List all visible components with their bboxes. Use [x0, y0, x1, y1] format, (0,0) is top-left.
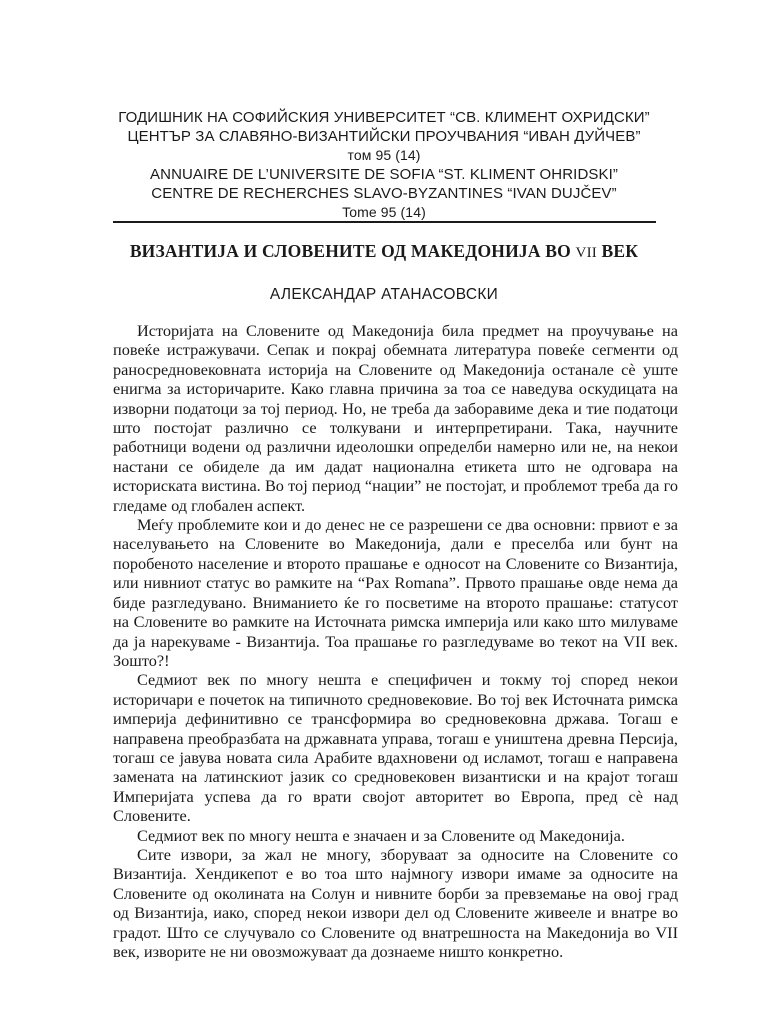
- journal-header: [0, 108, 768, 222]
- article-title: [0, 241, 768, 262]
- header-line-2: ЦЕНТЪР ЗА СЛАВЯНО-ВИЗАНТИЙСКИ ПРОУЧВАНИЯ “ИВАН ДУЙЧЕВ”: [127, 128, 641, 145]
- title-century: VII: [575, 245, 597, 261]
- header-divider: [113, 221, 656, 223]
- paragraph: Сите извори, за жал не многу, зборуваат за односите на Словените со Византија. Хендикепот е во тоа што најмногу извори имаме за односите на Словените од околината на Солун и нивните борби за превземање на овој град од Византија, иако, според некои извори дел од Словените живееле и внатре во градот. Што се случувало со Словените од внатрешноста на Македонија во VII век, изворите не ни овозможуваат да дознаеме ништо конкретно.: [113, 844, 678, 961]
- header-line-1: ГОДИШНИК НА СОФИЙСКИЯ УНИВЕРСИТЕТ “СВ. КЛИМЕНТ ОХРИДСКИ”: [118, 109, 650, 126]
- paragraph: Меѓу проблемите кои и до денес не се разрешени се два основни: првиот е за населувањето на Словените во Македонија, дали е преселба или бунт на поробеното население и второто прашање е односот на Словените со Византија, или нивниот статус во рамките на “Pax Romana”. Првото прашање овде нема да биде разгледувано. Вниманието ќе го посветиме на второто прашање: статусот на Словените во рамките на Источната римска империја или како што милуваме да ја нарекуваме - Византија. Тоа прашање го разгледуваме во текот на VII век. Зошто?!: [113, 515, 678, 670]
- header-line-4: ANNUAIRE DE L’UNIVERSITE DE SOFIA “ST. KLIMENT OHRIDSKI”: [150, 166, 618, 183]
- title-main: ВИЗАНТИЈА И СЛОВЕНИТЕ ОД МАКЕДОНИЈА ВО: [129, 241, 576, 261]
- paragraph: Седмиот век по многу нешта е специфичен и токму тој според некои историчари е почеток на типичното средновековие. Во тој век Источната римска империја дефинитивно се трансформира во средновековна држава. Тогаш е направена преобразбата на државната управа, тогаш е уништена древна Персија, тогаш се јавува новата сила Арабите вдахновени од исламот, тогаш е направена замената на латинскиот јазик со средновековен византиски и на крајот тогаш Империјата успева да го врати својот авторитет во Европа, пред сѐ над Словените.: [113, 670, 678, 826]
- header-line-3: том 95 (14): [347, 147, 421, 163]
- header-line-5: CENTRE DE RECHERCHES SLAVO-BYZANTINES “IVAN DUJČEV”: [151, 185, 617, 202]
- header-line-6: Tome 95 (14): [342, 204, 426, 220]
- article-author: АЛЕКСАНДАР АТАНАСОВСКИ: [269, 286, 499, 303]
- paragraph: Седмиот век по многу нешта е значаен и за Словените од Македонија.: [137, 825, 625, 845]
- article-body: [113, 321, 678, 961]
- title-end: ВЕК: [596, 241, 639, 261]
- paragraph: Историјата на Словените од Македонија била предмет на проучување на повеќе истражувачи. Сепак и покрај обемната литература повеќе сегменти од раносредновековната историја на Словените од Македонија останале сѐ уште енигма за историчарите. Како главна причина за тоа се наведува оскудицата на изворни податоци за тој период. Но, не треба да заборавиме дека и тие податоци што постојат различно се толкувани и интерпретирани. Така, научните работници водени од различни идеолошки определби намерно или не, на некои настани се обиделе да им дадат национална етикета што не одговара на историската вистина. Во тој период “нации” не постојат, и проблемот треба да го гледаме од глобален аспект.: [113, 321, 678, 515]
